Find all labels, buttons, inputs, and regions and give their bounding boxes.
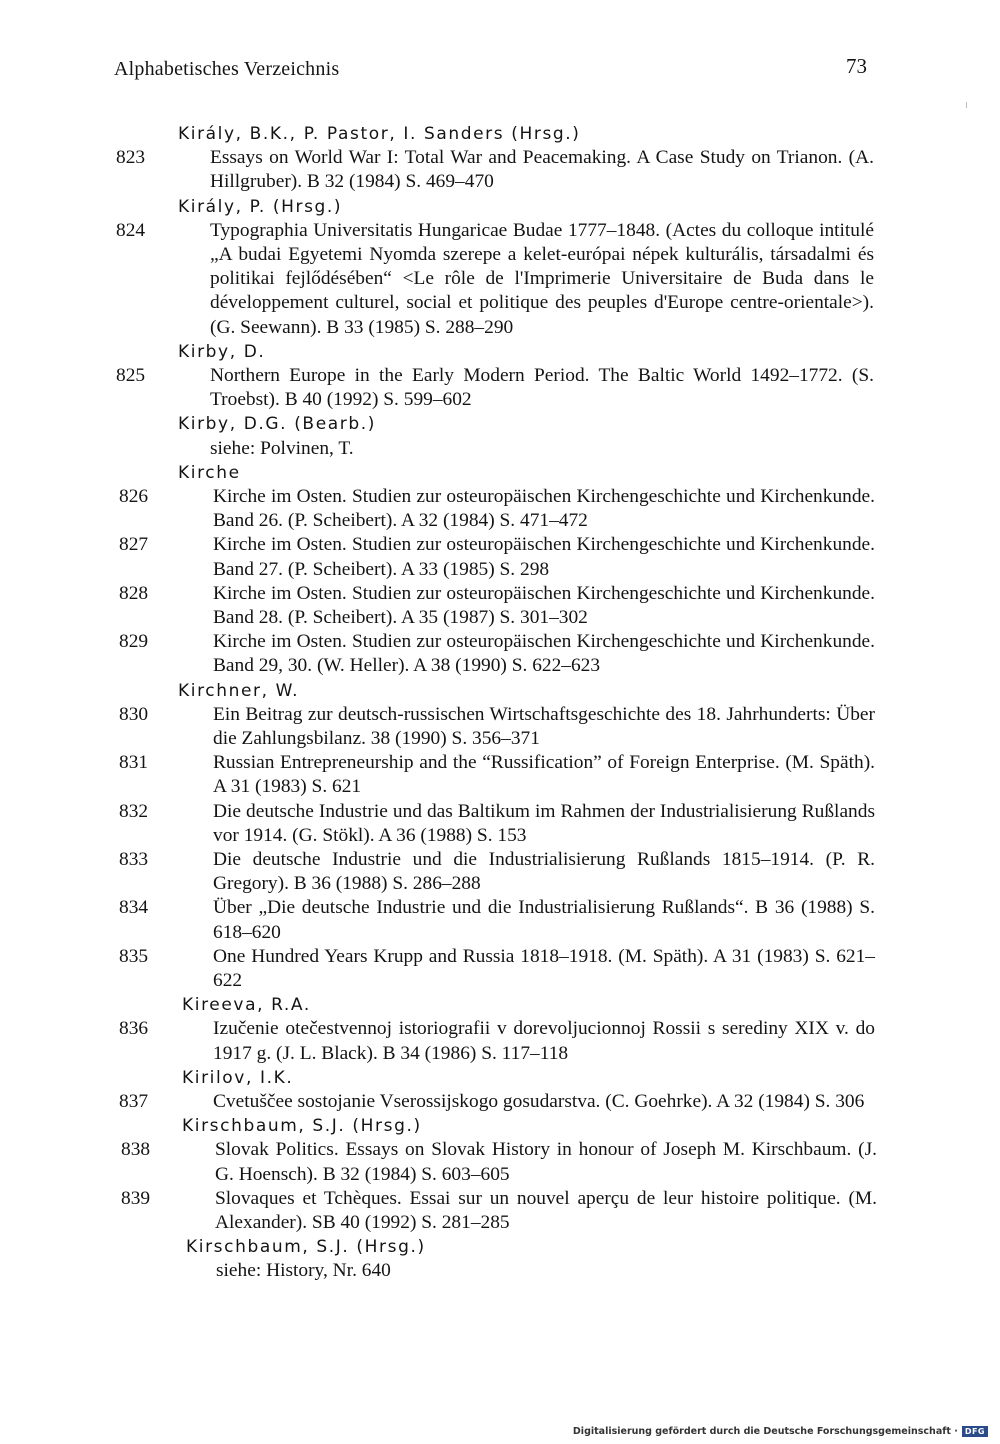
index-entry-838 [121,1138,877,1186]
index-entry-832 [119,800,875,848]
index-entry-829 [119,630,875,678]
index-entry-833 [119,848,875,896]
author-heading: Kirby, D. [178,341,266,362]
entry-number: 834 [119,897,149,919]
author-heading: Király, B.K., P. Pastor, I. Sanders (Hrsg.) [178,124,581,144]
entry-text: Über „Die deutsche Industrie und die Industrialisierung Rußlands“. B 36 (1988) S. 618–620 [213,897,875,943]
digitization-footer [573,1426,988,1437]
index-entry-823 [116,146,874,194]
running-header-title: Alphabetisches Verzeichnis [114,58,340,80]
entry-text: One Hundred Years Krupp and Russia 1818–1918. (M. Späth). A 31 (1983) S. 621–622 [213,945,875,992]
entry-number: 826 [119,485,149,507]
index-entry-835 [119,945,875,993]
entry-text: Northern Europe in the Early Modern Period. The Baltic World 1492–1772. (S. Troebst). B 40 (1992) S. 599–602 [210,364,874,411]
author-heading: Kirchner, W. [178,680,300,701]
index-entry-826 [119,485,875,533]
entry-text: Die deutsche Industrie und das Baltikum im Rahmen der Industrialisierung Rußlands vor 1914. (G. Stökl). A 36 (1988) S. 153 [213,800,875,846]
entry-text: Ein Beitrag zur deutsch-russischen Wirtschaftsgeschichte des 18. Jahrhunderts: Über die Zahlungsbilanz. 38 (1990) S. 356–371 [213,703,875,749]
entry-number: 833 [119,849,149,870]
entry-text: Die deutsche Industrie und die Industrialisierung Rußlands 1815–1914. (P. R. Gregory). B 36 (1988) S. 286–288 [213,849,875,895]
index-entry-824 [116,219,874,340]
entry-text: Cvetuščee sostojanie Vserossijskogo gosudarstva. (C. Goehrke). A 32 (1984) S. 306 [213,1091,865,1112]
entry-text: Slovak Politics. Essays on Slovak History in honour of Joseph M. Kirschbaum. (J. G. Hoensch). B 32 (1984) S. 603–605 [215,1139,877,1185]
entry-number: 831 [119,752,149,774]
see-reference: siehe: History, Nr. 640 [216,1260,391,1282]
page-number: 73 [846,54,867,78]
author-heading: Kireeva, R.A. [182,995,311,1016]
entry-number: 832 [119,800,149,822]
entry-number: 825 [116,364,146,386]
index-entry-831 [119,751,875,799]
entry-number: 836 [119,1018,149,1040]
footer-text: Digitalisierung gefördert durch die Deutsche Forschungsgemeinschaft · [572,1426,958,1437]
entry-text: Kirche im Osten. Studien zur osteuropäischen Kirchengeschichte und Kirchenkunde. Band 28. (P. Scheibert). A 35 (1987) S. 301–302 [213,582,875,628]
author-heading: Kirschbaum, S.J. (Hrsg.) [186,1237,426,1258]
entry-number: 829 [119,631,149,653]
index-entries [0,122,1000,1284]
see-reference: siehe: Polvinen, T. [210,437,354,459]
index-entry-837 [119,1090,875,1114]
index-entry-830 [119,703,875,751]
entry-number: 835 [119,945,149,967]
dfg-logo: DFG [962,1426,988,1437]
author-heading: Kirschbaum, S.J. (Hrsg.) [182,1116,422,1137]
entry-text: Kirche im Osten. Studien zur osteuropäischen Kirchengeschichte und Kirchenkunde. Band 26. (P. Scheibert). A 32 (1984) S. 471–472 [213,485,875,532]
entry-number: 830 [119,703,149,725]
entry-number: 823 [116,147,146,169]
entry-text: Kirche im Osten. Studien zur osteuropäischen Kirchengeschichte und Kirchenkunde. Band 29, 30. (W. Heller). A 38 (1990) S. 622–623 [213,631,875,677]
entry-text: Russian Entrepreneurship and the “Russification” of Foreign Enterprise. (M. Späth). A 31 (1983) S. 621 [213,752,875,798]
index-entry-839 [121,1187,877,1235]
margin-mark [966,102,967,108]
author-heading: Kirche [178,462,241,483]
entry-number: 827 [119,534,149,556]
index-entry-828 [119,582,875,630]
entry-text: Typographia Universitatis Hungaricae Budae 1777–1848. (Actes du colloque intitulé „A budai Egyetemi Nyomda szerepe a kelet-európai népek kulturális, társadalmi és politikai fejlődésében“ <Le rôle de l'Imprimerie Universitaire de Buda dans le développement culturel, social et politique des peuples d'Europe centre-orientale>). (G. Seewann). B 33 (1985) S. 288–290 [210,219,874,338]
entry-text: Slovaques et Tchèques. Essai sur un nouvel aperçu de leur histoire politique. (M. Alexander). SB 40 (1992) S. 281–285 [215,1187,877,1233]
entry-text: Izučenie otečestvennoj istoriografii v dorevoljucionnoj Rossii s serediny XIX v. do 1917 g. (J. L. Black). B 34 (1986) S. 117–118 [213,1018,875,1064]
index-entry-825 [116,364,874,412]
entry-number: 839 [121,1187,151,1209]
entry-number: 837 [119,1091,149,1112]
entry-number: 838 [121,1139,151,1161]
entry-text: Kirche im Osten. Studien zur osteuropäischen Kirchengeschichte und Kirchenkunde. Band 27. (P. Scheibert). A 33 (1985) S. 298 [213,534,875,580]
entry-text: Essays on World War I: Total War and Peacemaking. A Case Study on Trianon. (A. Hillgruber). B 32 (1984) S. 469–470 [210,147,874,193]
author-heading: Kirby, D.G. (Bearb.) [178,414,376,435]
index-entry-827 [119,533,875,581]
author-heading: Kirilov, I.K. [182,1067,294,1088]
entry-number: 824 [116,219,146,241]
author-heading: Király, P. (Hrsg.) [178,196,343,217]
index-entry-836 [119,1017,875,1065]
entry-number: 828 [119,582,149,604]
index-entry-834 [119,896,875,944]
